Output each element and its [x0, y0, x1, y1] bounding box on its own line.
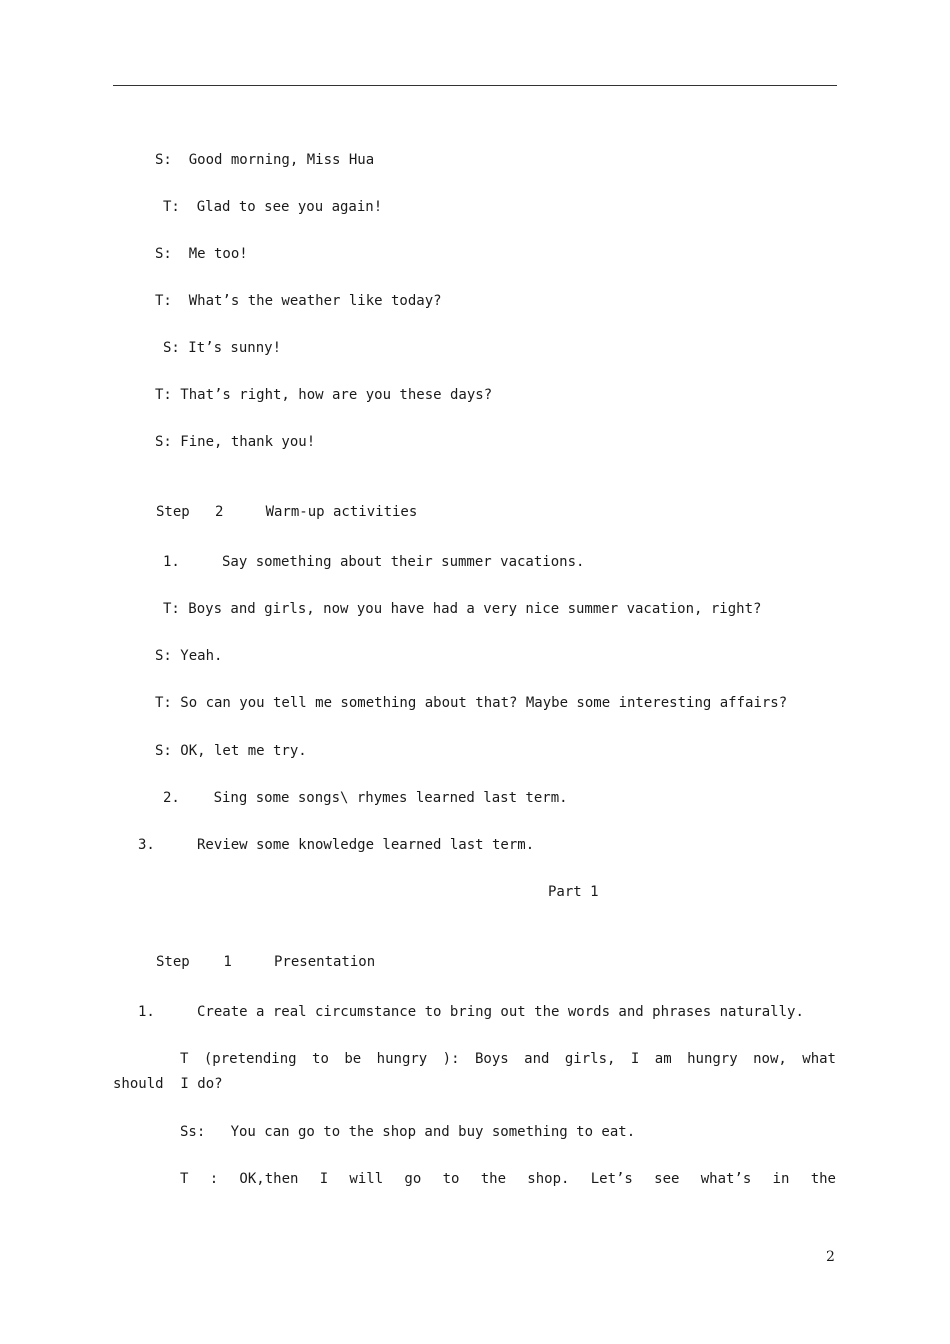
step-heading: Step 2 Warm-up activities: [156, 504, 418, 520]
list-item: 1. Create a real circumstance to bring out the words and phrases naturally.: [138, 1004, 804, 1020]
step-heading: Step 1 Presentation: [156, 954, 376, 970]
part-heading: Part 1: [548, 884, 599, 900]
header-rule: [113, 85, 837, 86]
dialogue-line: S: It’s sunny!: [163, 340, 282, 356]
dialogue-line: T : OK,then I will go to the shop. Let’s see what’s in the: [180, 1171, 836, 1187]
list-item: 2. Sing some songs\ rhymes learned last term.: [163, 790, 568, 806]
dialogue-line: T: Glad to see you again!: [163, 199, 383, 215]
list-item: 3. Review some knowledge learned last term.: [138, 837, 535, 853]
dialogue-line: T: What’s the weather like today?: [155, 293, 442, 309]
dialogue-line: T (pretending to be hungry ): Boys and girls, I am hungry now, what: [180, 1051, 836, 1067]
dialogue-line: Ss: You can go to the shop and buy something to eat.: [180, 1124, 636, 1140]
dialogue-line-continued: should I do?: [113, 1076, 223, 1092]
dialogue-line: T: Boys and girls, now you have had a very nice summer vacation, right?: [163, 601, 762, 617]
page-number: 2: [826, 1249, 835, 1265]
dialogue-line: T: So can you tell me something about that? Maybe some interesting affairs?: [155, 695, 788, 711]
list-item: 1. Say something about their summer vacations.: [163, 554, 585, 570]
dialogue-line: S: Good morning, Miss Hua: [155, 152, 375, 168]
dialogue-line: T: That’s right, how are you these days?: [155, 387, 493, 403]
dialogue-line: S: OK, let me try.: [155, 743, 307, 759]
dialogue-line: S: Yeah.: [155, 648, 223, 664]
dialogue-line: S: Fine, thank you!: [155, 434, 316, 450]
dialogue-line: S: Me too!: [155, 246, 248, 262]
